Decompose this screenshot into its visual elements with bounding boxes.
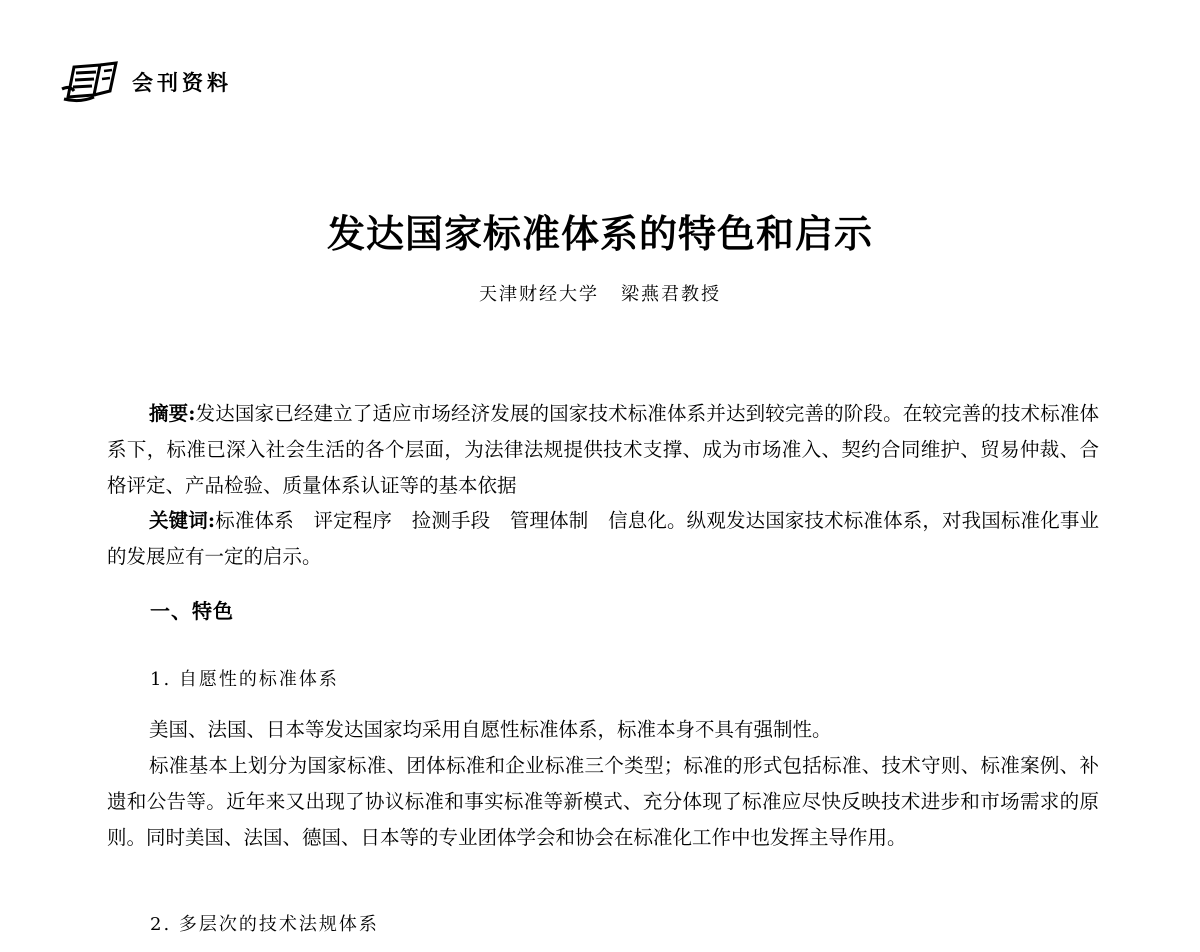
byline	[0, 280, 1200, 306]
section-label: 会刊资料	[132, 71, 232, 95]
abstract-label: 摘要:	[149, 402, 196, 425]
abstract-text: 发达国家已经建立了适应市场经济发展的国家技术标准体系并达到较完善的阶段。在较完善的技术标准体系下，标准已深入社会生活的各个层面，为法律法规提供技术支撑、成为市场准入、契约合同维护、贸易仲裁、合格评定、产品检验、质量体系认证等的基本依据	[107, 402, 1099, 497]
section-header	[60, 58, 232, 106]
abstract	[107, 396, 1099, 504]
keywords-text: 标准体系 评定程序 捡测手段 管理体制 信息化。纵观发达国家技术标准体系，对我国标准化事业的发展应有一定的启示。	[107, 509, 1099, 568]
subsection-heading: 2. 多层次的技术法规体系	[150, 914, 379, 935]
author: 梁燕君教授	[621, 284, 721, 305]
keywords	[107, 503, 1099, 575]
article-title: 发达国家标准体系的特色和启示	[326, 211, 873, 256]
paragraph: 美国、法国、日本等发达国家均采用自愿性标准体系，标准本身不具有强制性。	[149, 718, 832, 741]
section-heading: 一、特色	[150, 599, 234, 623]
journal-icon	[60, 59, 122, 105]
subsection-heading: 1. 自愿性的标准体系	[150, 669, 339, 690]
affiliation: 天津财经大学	[479, 284, 599, 305]
keywords-label: 关键词:	[149, 509, 216, 532]
paragraph: 标准基本上划分为国家标准、团体标准和企业标准三个类型；标准的形式包括标准、技术守则、标准案例、补遗和公告等。近年来又出现了协议标准和事实标准等新模式、充分体现了标准应尽快反映技术进步和市场需求的原则。同时美国、法国、德国、日本等的专业团体学会和协会在标准化工作中也发挥主导作用。	[107, 754, 1099, 849]
